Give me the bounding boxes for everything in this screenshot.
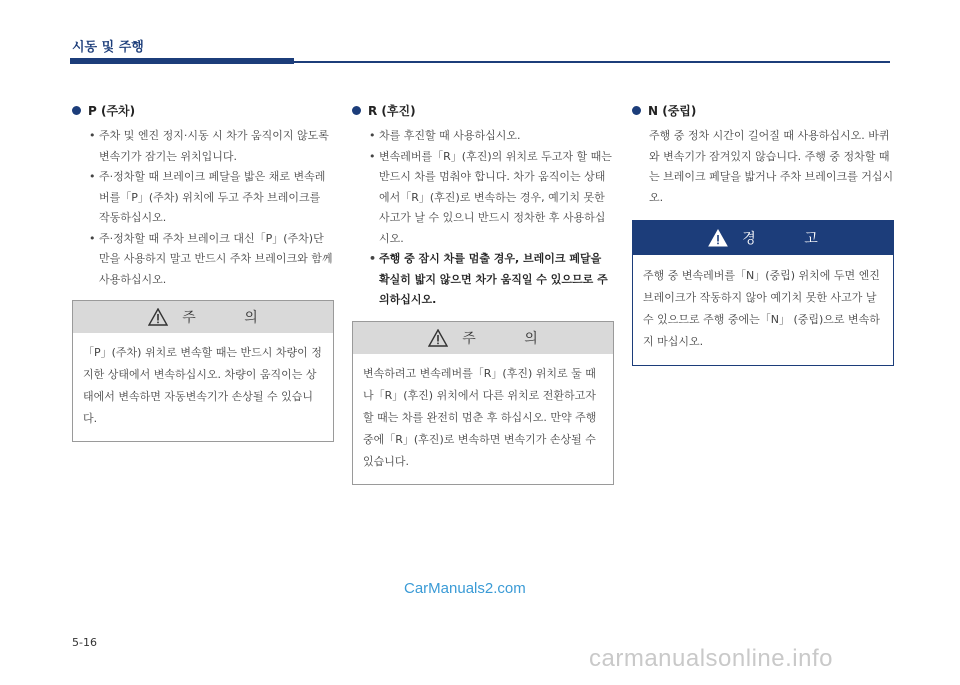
section-header-title: 시동 및 주행: [72, 40, 144, 55]
r-bullet-list: [352, 126, 614, 311]
warning-triangle-icon: [708, 229, 728, 247]
n-warning-box: [632, 220, 894, 366]
p-section-title: P (주차): [88, 103, 136, 118]
list-item: • 주차 및 엔진 정지·시동 시 차가 움직이지 않도록 변속기가 잠기는 위치입니다.: [89, 126, 334, 167]
caution-text: 「P」(주차) 위치로 변속할 때는 반드시 차량이 정지한 상태에서 변속하십시오. 차량이 움직이는 상태에서 변속하면 자동변속기가 손상될 수 있습니다.: [83, 346, 322, 425]
bullet-dot-icon: [632, 106, 641, 115]
warning-header: [633, 221, 893, 255]
caution-title: 주 의: [462, 330, 560, 347]
n-section-text: 주행 중 정차 시간이 길어질 때 사용하십시오. 바퀴와 변속기가 잠겨있지 않습니다. 주행 중 정차할 때는 브레이크 페달을 밟거나 주차 브레이크를 거십시오.: [649, 129, 894, 204]
warning-text: 주행 중 변속레버를「N」(중립) 위치에 두면 엔진 브레이크가 작동하지 않아 예기치 못한 사고가 날 수 있으므로 주행 중에는「N」 (중립)으로 변속하지 마십시오.: [643, 269, 880, 348]
p-section: [72, 102, 334, 442]
list-item: • 차를 후진할 때 사용하십시오.: [369, 126, 614, 147]
list-item: • 주·정차할 때 주차 브레이크 대신「P」(주차)단만을 사용하지 말고 반드시 주차 브레이크와 함께 사용하십시오.: [89, 229, 334, 291]
caution-title: 주 의: [182, 310, 280, 326]
p-bullet-list: [72, 126, 334, 290]
n-section-heading: [632, 102, 894, 118]
n-section: [632, 102, 894, 366]
p-caution-box: [72, 300, 334, 442]
site-watermark: carmanualsonline.info: [589, 645, 833, 672]
caution-text: 변속하려고 변속레버를「R」(후진) 위치로 둘 때나「R」(후진) 위치에서 다른 위치로 전환하고자 할 때는 차를 완전히 멈춘 후 하십시오. 만약 주행 중에「R」(후진)로 변속하면 변속기가 손상될 수 있습니다.: [363, 366, 597, 468]
bullet-dot-icon: [72, 106, 81, 115]
watermark-link[interactable]: CarManuals2.com: [404, 580, 526, 597]
header-rule-thin: [294, 61, 890, 63]
list-item: • 주행 중 잠시 차를 멈출 경우, 브레이크 페달을 확실히 밟지 않으면 차가 움직일 수 있으므로 주의하십시오.: [369, 249, 614, 311]
bullet-dot-icon: [352, 106, 361, 115]
caution-header: [73, 301, 333, 333]
r-section-title: R (후진): [368, 103, 416, 118]
caution-header: [353, 322, 613, 354]
r-section: [352, 102, 614, 485]
warning-title: 경 고: [742, 231, 840, 247]
page-number: 5-16: [72, 636, 97, 649]
warning-triangle-icon: [428, 329, 448, 347]
header-rule-thick: [70, 58, 294, 64]
n-section-title: N (중립): [648, 103, 697, 118]
warning-triangle-icon: [148, 308, 168, 326]
r-section-heading: [352, 102, 614, 118]
r-caution-box: [352, 321, 614, 485]
p-section-heading: [72, 102, 334, 118]
list-item: • 주·정차할 때 브레이크 페달을 밟은 채로 변속레버를「P」(주차) 위치에 두고 주차 브레이크를 작동하십시오.: [89, 167, 334, 229]
list-item: • 변속레버를「R」(후진)의 위치로 두고자 할 때는 반드시 차를 멈춰야 합니다. 차가 움직이는 상태에서「R」(후진)로 변속하는 경우, 예기치 못한 사고가 날 수 있으니 반드시 정차한 후 사용하십시오.: [369, 147, 614, 250]
